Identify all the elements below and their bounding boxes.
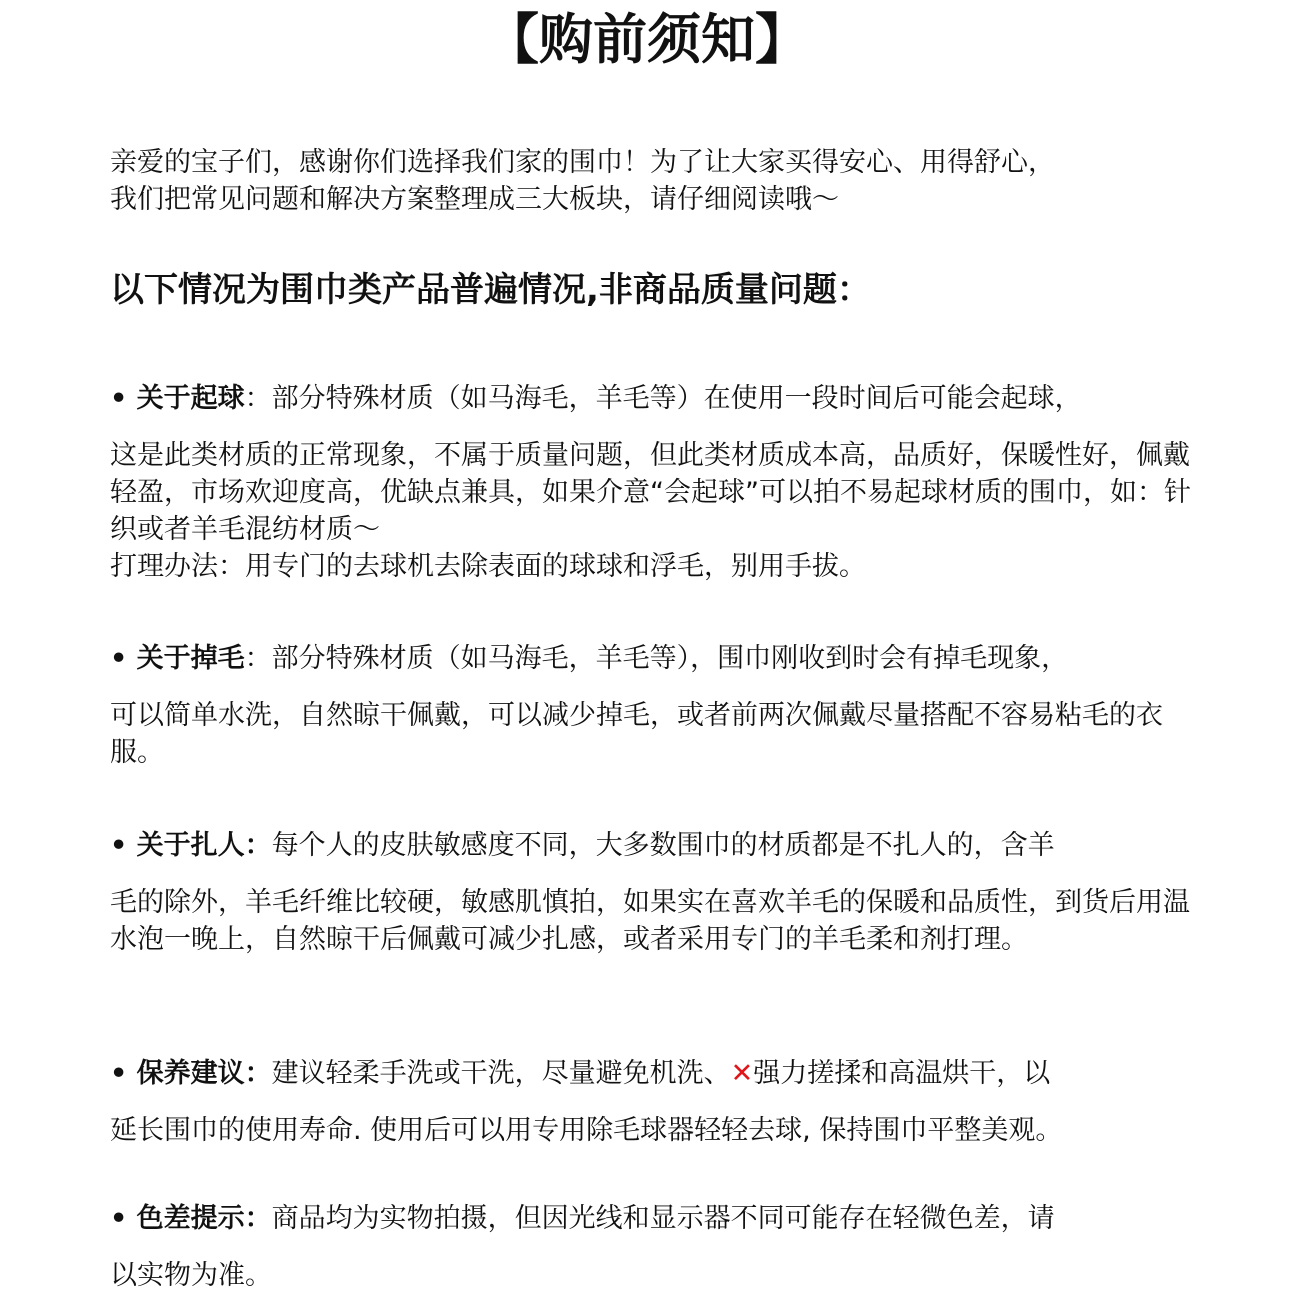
section-label: • 关于掉毛	[110, 643, 245, 674]
cross-icon: ✕	[730, 1058, 754, 1089]
section-text: 强力搓揉和高温烘干，以	[753, 1058, 1051, 1089]
section-pilling	[110, 380, 1200, 585]
section-heading: 以下情况为围巾类产品普遍情况,非商品质量问题：	[110, 270, 871, 310]
section-shedding	[110, 640, 1200, 771]
section-text: ：部分特殊材质（如马海毛，羊毛等），围巾刚收到时会有掉毛现象，	[244, 643, 1069, 674]
section-label: • 关于起球	[110, 383, 245, 414]
care-method: 打理办法：用专门的去球机去除表面的球球和浮毛，别用手拔。	[110, 551, 866, 582]
section-body: 毛的除外，羊毛纤维比较硬，敏感肌慎拍，如果实在喜欢羊毛的保暖和品质性，到货后用温水泡一晚上，自然晾干后佩戴可减少扎感，或者采用专门的羊毛柔和剂打理。	[110, 887, 1190, 955]
section-label: • 保养建议：	[110, 1058, 272, 1089]
section-body: 可以简单水洗，自然晾干佩戴，可以减少掉毛，或者前两次佩戴尽量搭配不容易粘毛的衣服。	[110, 700, 1163, 768]
section-text: 每个人的皮肤敏感度不同，大多数围巾的材质都是不扎人的，含羊	[271, 830, 1055, 861]
intro-line: 我们把常见问题和解决方案整理成三大板块，请仔细阅读哦～	[110, 184, 839, 215]
section-text: 商品均为实物拍摄，但因光线和显示器不同可能存在轻微色差，请	[271, 1203, 1055, 1234]
section-text: 建议轻柔手洗或干洗，尽量避免机洗、	[271, 1058, 731, 1089]
section-text: ：部分特殊材质（如马海毛，羊毛等）在使用一段时间后可能会起球，	[244, 383, 1082, 414]
intro	[110, 144, 1200, 218]
section-itchiness	[110, 827, 1200, 958]
intro-line: 亲爱的宝子们，感谢你们选择我们家的围巾！为了让大家买得安心、用得舒心，	[110, 147, 1055, 178]
section-care	[110, 1055, 1200, 1149]
page-title: 【购前须知】	[485, 8, 809, 71]
section-body: 延长围巾的使用寿命. 使用后可以用专用除毛球器轻轻去球, 保持围巾平整美观。	[110, 1115, 1063, 1146]
section-body: 以实物为准。	[110, 1260, 272, 1291]
section-body: 这是此类材质的正常现象，不属于质量问题，但此类材质成本高，品质好，保暖性好，佩戴轻盈，市场欢迎度高，优缺点兼具，如果介意“会起球”可以拍不易起球材质的围巾，如：针织或者羊毛混纺材质～	[110, 440, 1191, 545]
section-label: • 色差提示：	[110, 1203, 272, 1234]
section-label: • 关于扎人：	[110, 830, 272, 861]
section-color	[110, 1200, 1200, 1294]
